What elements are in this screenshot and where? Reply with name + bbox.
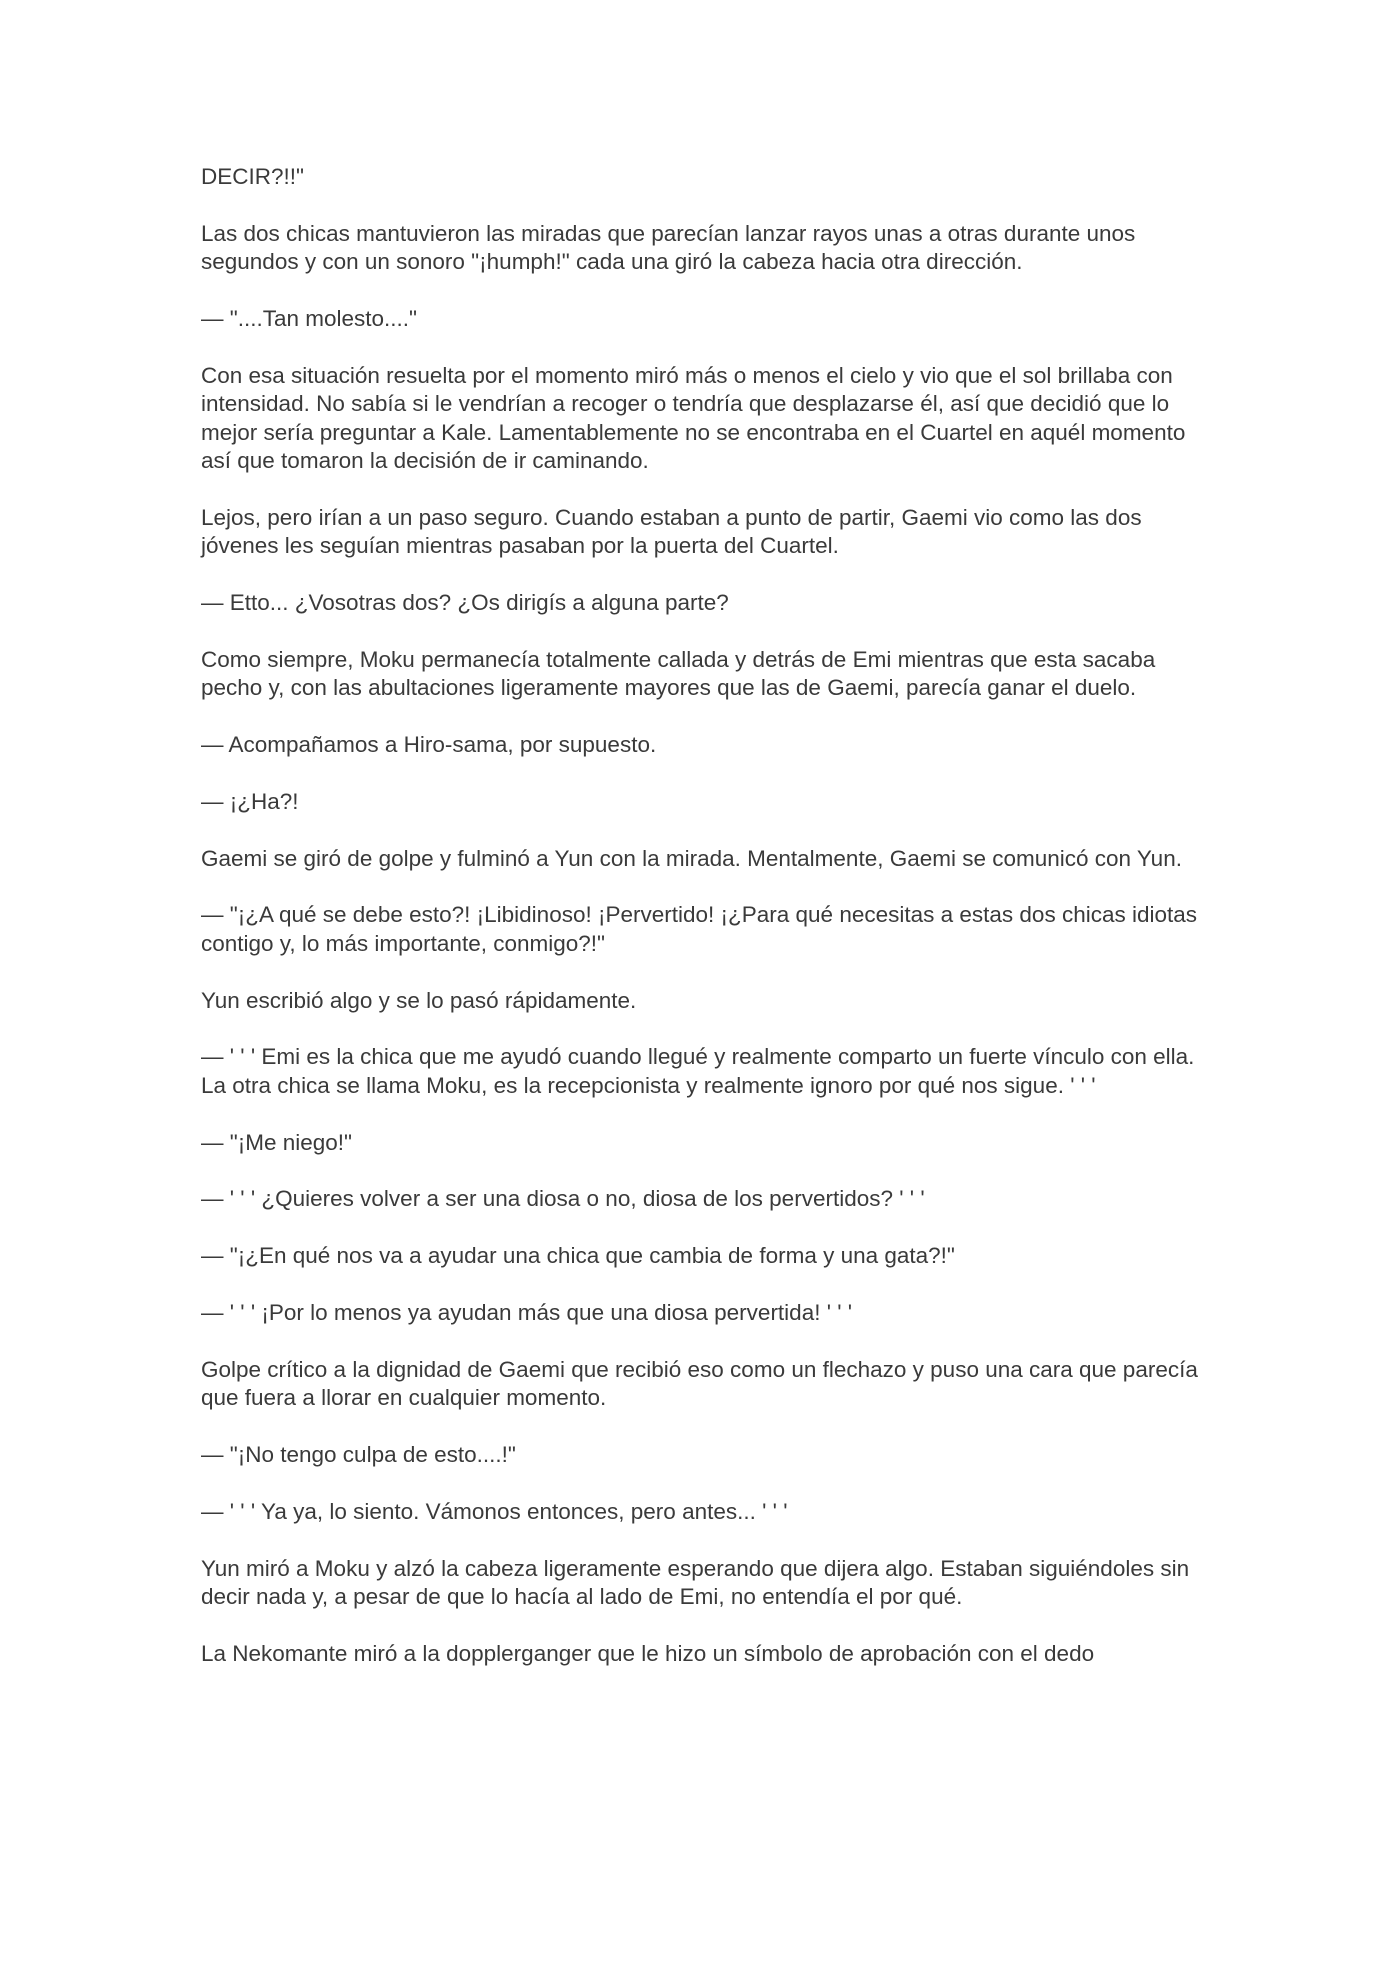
paragraph: Yun escribió algo y se lo pasó rápidamente. <box>201 987 637 1013</box>
paragraph: Yun miró a Moku y alzó la cabeza ligeramente esperando que dijera algo. Estaban siguiéndoles sin decir nada y, a pesar de que lo hacía al lado de Emi, no entendía el por qué. <box>201 1555 1190 1609</box>
paragraph: Golpe crítico a la dignidad de Gaemi que recibió eso como un flechazo y puso una cara que parecía que fuera a llorar en cualquier momento. <box>201 1356 1198 1411</box>
paragraph: DECIR?!!" <box>201 164 305 189</box>
dialogue-line: — "¡¿En qué nos va a ayudar una chica que cambia de forma y una gata?!" <box>201 1243 955 1269</box>
dialogue-line: — ' ' ' ¡Por lo menos ya ayudan más que una diosa pervertida! ' ' ' <box>201 1300 853 1325</box>
dialogue-line: — ¡¿Ha?! <box>201 788 299 814</box>
dialogue-line: — Acompañamos a Hiro-sama, por supuesto. <box>201 732 657 758</box>
paragraph: Con esa situación resuelta por el momento miró más o menos el cielo y vio que el sol brillaba con intensidad. No sabía si le vendrían a recoger o tendría que desplazarse él, así que decidió que lo mejor sería preguntar a Kale. Lamentablemente no se encontraba en el Cuartel en aquél momento así que tomaron la decisión de ir caminando. <box>201 362 1186 474</box>
paragraph: Como siempre, Moku permanecía totalmente callada y detrás de Emi mientras que esta sacaba pecho y, con las abultaciones ligeramente mayores que las de Gaemi, parecía ganar el duelo. <box>201 646 1156 701</box>
dialogue-line: — ' ' ' Emi es la chica que me ayudó cuando llegué y realmente comparto un fuerte vínculo con ella. La otra chica se llama Moku, es la recepcionista y realmente ignoro por qué nos sigue. ' ' ' <box>201 1044 1195 1098</box>
paragraph: Las dos chicas mantuvieron las miradas que parecían lanzar rayos unas a otras durante unos segundos y con un sonoro "¡humph!" cada una giró la cabeza hacia otra dirección. <box>201 220 1136 275</box>
dialogue-line: — ' ' ' ¿Quieres volver a ser una diosa o no, diosa de los pervertidos? ' ' ' <box>201 1186 925 1212</box>
dialogue-line: — "....Tan molesto...." <box>201 306 418 331</box>
paragraph: La Nekomante miró a la dopplerganger que le hizo un símbolo de aprobación con el dedo <box>201 1640 1095 1666</box>
document-page <box>201 163 1201 1697</box>
dialogue-line: — "¡Me niego!" <box>201 1129 353 1155</box>
dialogue-line: — "¡¿A qué se debe esto?! ¡Libidinoso! ¡Pervertido! ¡¿Para qué necesitas a estas dos chicas idiotas contigo y, lo más importante, conmigo?!" <box>201 902 1198 956</box>
paragraph: Lejos, pero irían a un paso seguro. Cuando estaban a punto de partir, Gaemi vio como las dos jóvenes les seguían mientras pasaban por la puerta del Cuartel. <box>201 504 1142 559</box>
dialogue-line: — ' ' ' Ya ya, lo siento. Vámonos entonces, pero antes... ' ' ' <box>201 1498 788 1524</box>
dialogue-line: — Etto... ¿Vosotras dos? ¿Os dirigís a alguna parte? <box>201 590 729 616</box>
paragraph: Gaemi se giró de golpe y fulminó a Yun con la mirada. Mentalmente, Gaemi se comunicó con Yun. <box>201 845 1182 871</box>
dialogue-line: — "¡No tengo culpa de esto....!" <box>201 1442 516 1467</box>
